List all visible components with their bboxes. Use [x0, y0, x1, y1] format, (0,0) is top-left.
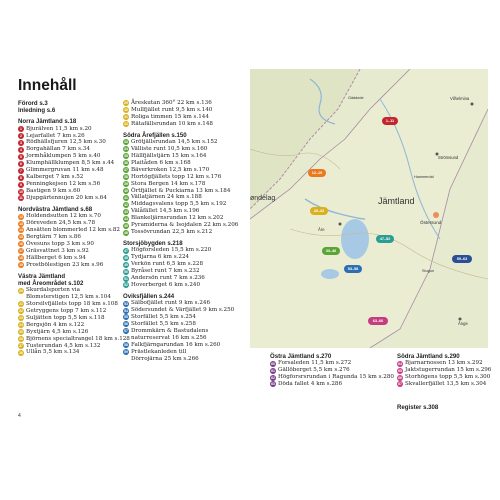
toc-entry[interactable] [18, 308, 120, 315]
map-city-ostersund [433, 212, 439, 218]
toc-entry[interactable] [123, 321, 243, 328]
map-route-tag[interactable]: 20–32 [310, 207, 328, 215]
toc-entry-text: Borgahällan 7 km s.34 [26, 146, 90, 153]
route-number-badge: 48 [124, 255, 128, 260]
route-number-badge: 52 [124, 283, 128, 288]
route-number-badge: 25 [19, 330, 23, 335]
toc-entry-continuation: Dörrojärna 25 km s.266 [131, 355, 199, 362]
route-number-badge: 43 [124, 209, 128, 214]
toc-entry-text: Holdendsutten 12 km s.70 [26, 213, 101, 220]
toc-entry-text: Suljätten topp 5,5 km s.118 [26, 314, 105, 321]
toc-entry-text: Jaktstugerrundan 15 km s.296 [405, 367, 492, 374]
toc-entry[interactable] [397, 360, 491, 367]
toc-entry[interactable] [123, 114, 243, 121]
toc-entry[interactable] [18, 195, 120, 202]
toc-entry-text: Ansätten blommerled 12 km s.82 [26, 227, 120, 233]
map-city-vilhelmina [471, 103, 474, 106]
route-number-badge: 10 [19, 189, 23, 194]
toc-entry-text: Välåfället 14,5 km s.196 [131, 208, 200, 215]
section-heading: Inledning s.6 [18, 107, 56, 115]
map-label-jamtland: Jämtland [378, 196, 415, 206]
route-number-badge: 42 [124, 202, 128, 207]
toc-entry[interactable] [18, 188, 120, 195]
route-number-badge: 66 [398, 375, 402, 380]
toc-entry-text: Andersön runt 7 km s.236 [131, 275, 205, 282]
toc-entry[interactable] [123, 229, 243, 236]
toc-entry-text: Skvallerfjället 13,5 km s.304 [405, 381, 487, 388]
section-heading: Förord s.3 [18, 100, 48, 107]
route-number-badge: 51 [124, 276, 128, 281]
route-number-badge: 64 [398, 361, 402, 366]
map-label-vilhelmina: Vilhelmina [450, 96, 470, 101]
toc-entry[interactable] [18, 213, 120, 220]
route-number-badge: 45 [124, 223, 128, 228]
toc-entry[interactable] [18, 287, 120, 294]
toc-entry-text: Prostbölestigen 23 km s.96 [26, 261, 104, 268]
route-number-badge: 19 [19, 263, 23, 268]
section-heading: Östra Jämtland s.270 [270, 353, 332, 360]
toc-entry-text: Hällfjällstjärn 15 km s.164 [131, 152, 207, 159]
route-number-badge: 16 [19, 242, 23, 247]
route-number-badge: 35 [124, 154, 128, 159]
toc-entry[interactable] [18, 301, 120, 308]
toc-column-middle [123, 100, 243, 363]
route-number-badge: 8 [18, 175, 24, 181]
toc-entry[interactable] [18, 255, 120, 262]
toc-entry-continuation: Blomsterstigen 12,5 km s.104 [26, 293, 111, 300]
toc-entry-text: Hortögfjällets topp 12 km s.176 [131, 173, 222, 180]
route-number-badge: 65 [398, 368, 402, 373]
toc-entry-text: Middagsvalens topp 5,5 km s.192 [131, 201, 227, 208]
toc-entry[interactable] [123, 275, 243, 282]
map-label-ange: Ånge [458, 321, 468, 326]
toc-entry[interactable] [123, 307, 243, 314]
toc-entry[interactable] [18, 248, 120, 255]
toc-entry-text: Övesuns topp 3 km s.90 [26, 240, 94, 247]
toc-entry-text: Mullfjället runt 9,5 km s.140 [131, 106, 213, 113]
map-label-ostersund: Östersund [420, 220, 442, 225]
toc-entry[interactable] [18, 167, 120, 174]
route-number-badge: 27 [19, 344, 23, 348]
toc-entry-text: Högforsleden 15,5 km s.220 [131, 247, 212, 254]
register-entry[interactable]: Register s.308 [397, 404, 439, 411]
route-number-badge: 20 [19, 288, 23, 293]
toc-entry-text: Blankeljärnsrundan 12 km s.202 [131, 215, 224, 222]
route-number-badge: 62 [271, 375, 275, 380]
toc-entry-text: Klumphällklumpen 8,5 km s.44 [26, 160, 115, 167]
toc-entry-text: Prästlekanleden till [131, 348, 187, 355]
toc-entry-text: Skurdalsporten via [26, 287, 80, 294]
map-graphic [250, 69, 488, 348]
toc-entry[interactable] [18, 160, 120, 167]
route-number-badge: 23 [19, 316, 23, 321]
section-heading: Norra Jämtland s.18 [18, 118, 77, 126]
toc-entry[interactable] [123, 153, 243, 160]
route-number-badge: 5 [18, 154, 24, 160]
route-number-badge: 15 [19, 235, 23, 240]
toc-entry-text: Gräsvattnet 3 km s.92 [26, 247, 89, 254]
toc-entry-text: Bergsjön 4 km s.122 [26, 321, 85, 328]
map-route-tag[interactable]: 59–63 [452, 255, 472, 263]
toc-entry-text: Ullån 5,5 km s.134 [26, 349, 80, 356]
toc-entry[interactable] [18, 139, 120, 146]
toc-entry-text: Gällöberget 5,5 km s.276 [278, 367, 350, 374]
toc-entry[interactable] [123, 139, 243, 146]
toc-entry[interactable] [123, 167, 243, 174]
route-number-badge: 13 [19, 221, 23, 226]
route-number-badge: 18 [19, 256, 23, 261]
route-number-badge: 47 [124, 248, 128, 253]
toc-entry[interactable] [123, 160, 243, 167]
toc-entry-text: Bjurälven 11,5 km s.20 [26, 125, 92, 132]
route-number-badge: 30 [124, 108, 128, 113]
toc-entry[interactable] [397, 367, 491, 374]
section-heading: Västra Jämtland [18, 272, 66, 280]
toc-entry[interactable] [18, 329, 120, 336]
toc-entry[interactable] [397, 381, 491, 388]
toc-entry-text: Bergtärn 7 km s.86 [26, 233, 81, 240]
section-heading: med Åreområdet s.102 [18, 279, 84, 287]
map-route-tag[interactable]: 12–19 [308, 169, 326, 177]
toc-entry-text: Storfället 5,5 km s.258 [131, 320, 196, 327]
toc-entry[interactable] [123, 342, 243, 349]
map-route-tag[interactable]: 1–11 [382, 117, 398, 125]
route-number-badge: 12 [19, 214, 23, 219]
toc-entry-text: Storhögens topp 5,5 km s.300 [405, 374, 491, 381]
toc-entry-text: Hällberget 6 km s.94 [26, 254, 86, 261]
toc-entry-text: Tusterundan 4,5 km s.132 [26, 342, 101, 349]
route-number-badge: 41 [124, 195, 128, 200]
section-heading: Södra Jämtland s.290 [397, 353, 460, 360]
toc-entry[interactable] [123, 215, 243, 222]
toc-entry-text: Storfället 5,5 km s.254 [131, 313, 196, 320]
toc-entry-text: Roliga timmen 15 km s.144 [131, 113, 209, 120]
route-number-badge: 60 [271, 361, 275, 366]
route-number-badge: 2 [18, 133, 24, 139]
toc-entry-text: Bastigen 9 km s.60 [26, 188, 81, 195]
toc-entry-text: Välliste runt 10,5 km s.160 [131, 145, 208, 152]
page-number: 4 [18, 413, 21, 419]
route-number-badge: 24 [19, 323, 23, 328]
map-label-hammerdal: Hammerdal [414, 175, 434, 179]
toc-entry[interactable] [123, 121, 243, 128]
toc-entry[interactable] [18, 174, 120, 181]
route-number-badge: 38 [124, 175, 128, 180]
toc-entry[interactable] [18, 335, 130, 343]
map-route-tag[interactable]: 53–58 [344, 265, 362, 273]
region-map [250, 69, 488, 348]
route-number-badge: 6 [18, 161, 24, 167]
toc-entry-text: Döda fallet 4 km s.286 [278, 381, 343, 388]
route-number-badge: 63 [271, 382, 275, 387]
route-number-badge: 50 [124, 269, 128, 274]
route-number-badge: 36 [124, 161, 128, 166]
route-number-badge: 7 [18, 168, 24, 174]
toc-entry-text: Forsaleden 11,5 km s.272 [278, 360, 352, 367]
route-number-badge: 32 [124, 122, 128, 127]
section-heading: Storsjöbygden s.218 [123, 240, 183, 248]
toc-entry-text: Sälbofjället runt 9 km s.246 [131, 300, 210, 307]
toc-entry[interactable] [18, 234, 120, 241]
toc-entry-text: Storsilvfjällets topp 18 km s.108 [26, 300, 118, 307]
route-number-badge: 40 [124, 188, 128, 193]
route-number-badge: 39 [124, 182, 128, 187]
toc-entry-text: Björnens specialtrangel 18 km s.128 [26, 335, 130, 342]
map-label-are: Åre [318, 227, 325, 232]
toc-entry[interactable] [123, 181, 243, 188]
route-number-badge: 31 [124, 115, 128, 120]
route-number-badge: 17 [19, 249, 23, 254]
route-number-badge: 46 [124, 230, 128, 235]
toc-entry-text: Bjarnarnossen 13 km s.292 [405, 360, 483, 367]
route-number-badge: 14 [19, 228, 23, 233]
map-lake-3 [321, 269, 339, 279]
route-number-badge: 21 [19, 302, 23, 307]
toc-entry[interactable] [123, 174, 243, 181]
map-label-frostviken: Gäddede [348, 96, 364, 100]
toc-entry[interactable] [123, 194, 243, 201]
toc-entry-text: Lejarfallet 7 km s.26 [26, 132, 85, 139]
toc-entry[interactable] [123, 349, 243, 356]
toc-entry[interactable] [270, 367, 394, 374]
route-number-badge: 53 [124, 301, 128, 306]
map-route-tag[interactable]: 47–52 [376, 235, 394, 243]
toc-entry-text: Tydjarna 6 km s.224 [131, 254, 190, 261]
toc-entry-continuation: naturreservat 16 km s.256 [131, 334, 207, 341]
toc-entry[interactable] [18, 181, 120, 188]
map-route-tag[interactable]: 63–66 [368, 317, 388, 325]
toc-entry-text: Hoverberget 6 km s.240 [131, 281, 201, 288]
toc-entry-text: Vällatjärnen 24 km s.188 [131, 194, 202, 201]
route-number-badge: 26 [19, 337, 23, 342]
toc-entry[interactable] [18, 322, 120, 329]
toc-entry-text: Plaitåden 6 km s.168 [131, 159, 191, 166]
section-heading: Nordvästra Jämtland s.68 [18, 205, 93, 213]
toc-entry-text: Örtfjället & Puckiarna 13 km s.184 [131, 187, 231, 194]
toc-entry[interactable] [18, 133, 120, 140]
section-heading: Oviksfjällen s.244 [123, 292, 175, 300]
toc-entry-text: Kalberget 7 km s.52 [26, 174, 84, 181]
route-number-badge: 49 [124, 262, 128, 267]
toc-entry[interactable] [123, 314, 243, 321]
toc-entry[interactable] [123, 188, 243, 195]
toc-entry[interactable] [18, 241, 120, 248]
page-title: Innehåll [18, 77, 77, 94]
toc-entry[interactable] [270, 374, 394, 381]
toc-entry-text: Byråset runt 7 km s.232 [131, 268, 200, 275]
toc-entry[interactable] [18, 227, 120, 234]
toc-entry[interactable] [123, 268, 243, 275]
route-number-badge: 56 [124, 322, 128, 327]
route-number-badge: 37 [124, 168, 128, 173]
toc-entry-text: Byxtjärn 4,5 km s.126 [26, 328, 89, 335]
toc-entry[interactable] [270, 381, 394, 388]
toc-entry-text: Grötjällsrundan 14,5 km s.152 [131, 138, 218, 145]
toc-entry-text: Drommkärn & Bastudalens [131, 327, 209, 334]
route-number-badge: 3 [18, 140, 24, 146]
route-number-badge: 9 [18, 182, 24, 188]
map-label-stugun: Stugun [422, 269, 435, 273]
map-route-tag[interactable]: 33–46 [322, 247, 340, 255]
toc-entry[interactable] [123, 146, 243, 153]
route-number-badge: 4 [18, 147, 24, 153]
map-label-trondelag: øndelag [250, 195, 276, 202]
route-number-badge: 11 [19, 196, 23, 201]
route-number-badge: 28 [19, 350, 23, 355]
toc-entry-text: Falkfjärngarundan 16 km s.260 [131, 341, 221, 348]
toc-entry-text: Jormhåklumpen 5 km s.40 [26, 153, 101, 160]
route-number-badge: 1 [18, 126, 24, 132]
route-number-badge: 61 [271, 368, 275, 373]
route-number-badge: 44 [124, 216, 128, 221]
toc-entry-text: Åreskutan 360° 22 km s.136 [131, 100, 212, 106]
route-number-badge: 22 [19, 309, 23, 314]
route-number-badge: 54 [124, 308, 128, 313]
route-number-badge: 67 [398, 382, 402, 387]
toc-entry-text: Rätafällsrundan 10 km s.148 [131, 120, 213, 127]
toc-entry-text: Rödhällsfjuren 12,5 km s.30 [26, 139, 106, 146]
toc-entry-text: Djupgärtennujen 20 km s.64 [26, 194, 107, 201]
toc-entry-text: Penningkejsen 12 km s.56 [26, 181, 101, 188]
toc-column-left [18, 100, 130, 356]
toc-entry[interactable] [18, 315, 120, 322]
route-number-badge: 34 [124, 147, 128, 152]
route-number-badge: 57 [124, 329, 128, 334]
toc-entry[interactable] [123, 300, 243, 307]
toc-entry-text: Södersundet & Värfjället 9 km s.250 [131, 307, 235, 314]
toc-entry[interactable] [123, 222, 243, 229]
toc-entry[interactable] [123, 282, 243, 289]
toc-entry-text: Pyramiderna & Isojdalen 22 km s.206 [131, 222, 239, 229]
toc-entry[interactable] [123, 208, 243, 215]
toc-entry-text: Högforsrsrundan i Ragunda 15 km s.280 [278, 374, 394, 381]
toc-entry[interactable] [18, 220, 120, 227]
toc-entry[interactable] [123, 328, 243, 335]
toc-entry-text: Getryggens topp 7 km s.112 [26, 307, 107, 314]
route-number-badge: 58 [124, 343, 128, 348]
route-number-badge: 55 [124, 315, 128, 320]
route-number-badge: 33 [124, 140, 128, 145]
map-label-stromsund: Strömsund [438, 155, 459, 160]
toc-entry[interactable] [18, 262, 120, 269]
toc-entry[interactable] [123, 107, 243, 114]
toc-column-east [270, 353, 394, 388]
toc-entry[interactable] [123, 254, 243, 261]
map-lake-storsjon [341, 219, 369, 259]
toc-entry[interactable] [123, 247, 243, 254]
toc-entry[interactable] [270, 360, 394, 367]
section-heading: Södra Årefjällen s.150 [123, 131, 187, 139]
toc-entry-text: Glimmergruvan 11 km s.48 [26, 167, 104, 174]
toc-entry-text: Bäverkroken 12,5 km s.170 [131, 166, 210, 173]
toc-entry[interactable] [123, 100, 243, 107]
toc-entry-text: Döreveden 24,5 km s.78 [26, 220, 96, 227]
toc-entry[interactable] [18, 153, 120, 160]
toc-entry-text: Verkön runt 6,5 km s.228 [131, 261, 204, 268]
toc-entry[interactable] [18, 126, 120, 133]
route-number-badge: 29 [124, 101, 128, 106]
toc-entry-text: Stora Bergen 14 km s.178 [131, 180, 206, 187]
route-number-badge: 59 [124, 350, 128, 355]
toc-entry[interactable] [18, 349, 120, 356]
toc-column-south [397, 353, 491, 388]
map-city-are [339, 223, 342, 226]
toc-entry[interactable] [397, 374, 491, 381]
toc-entry-text: Tossövrundan 22,5 km s.212 [131, 229, 213, 236]
